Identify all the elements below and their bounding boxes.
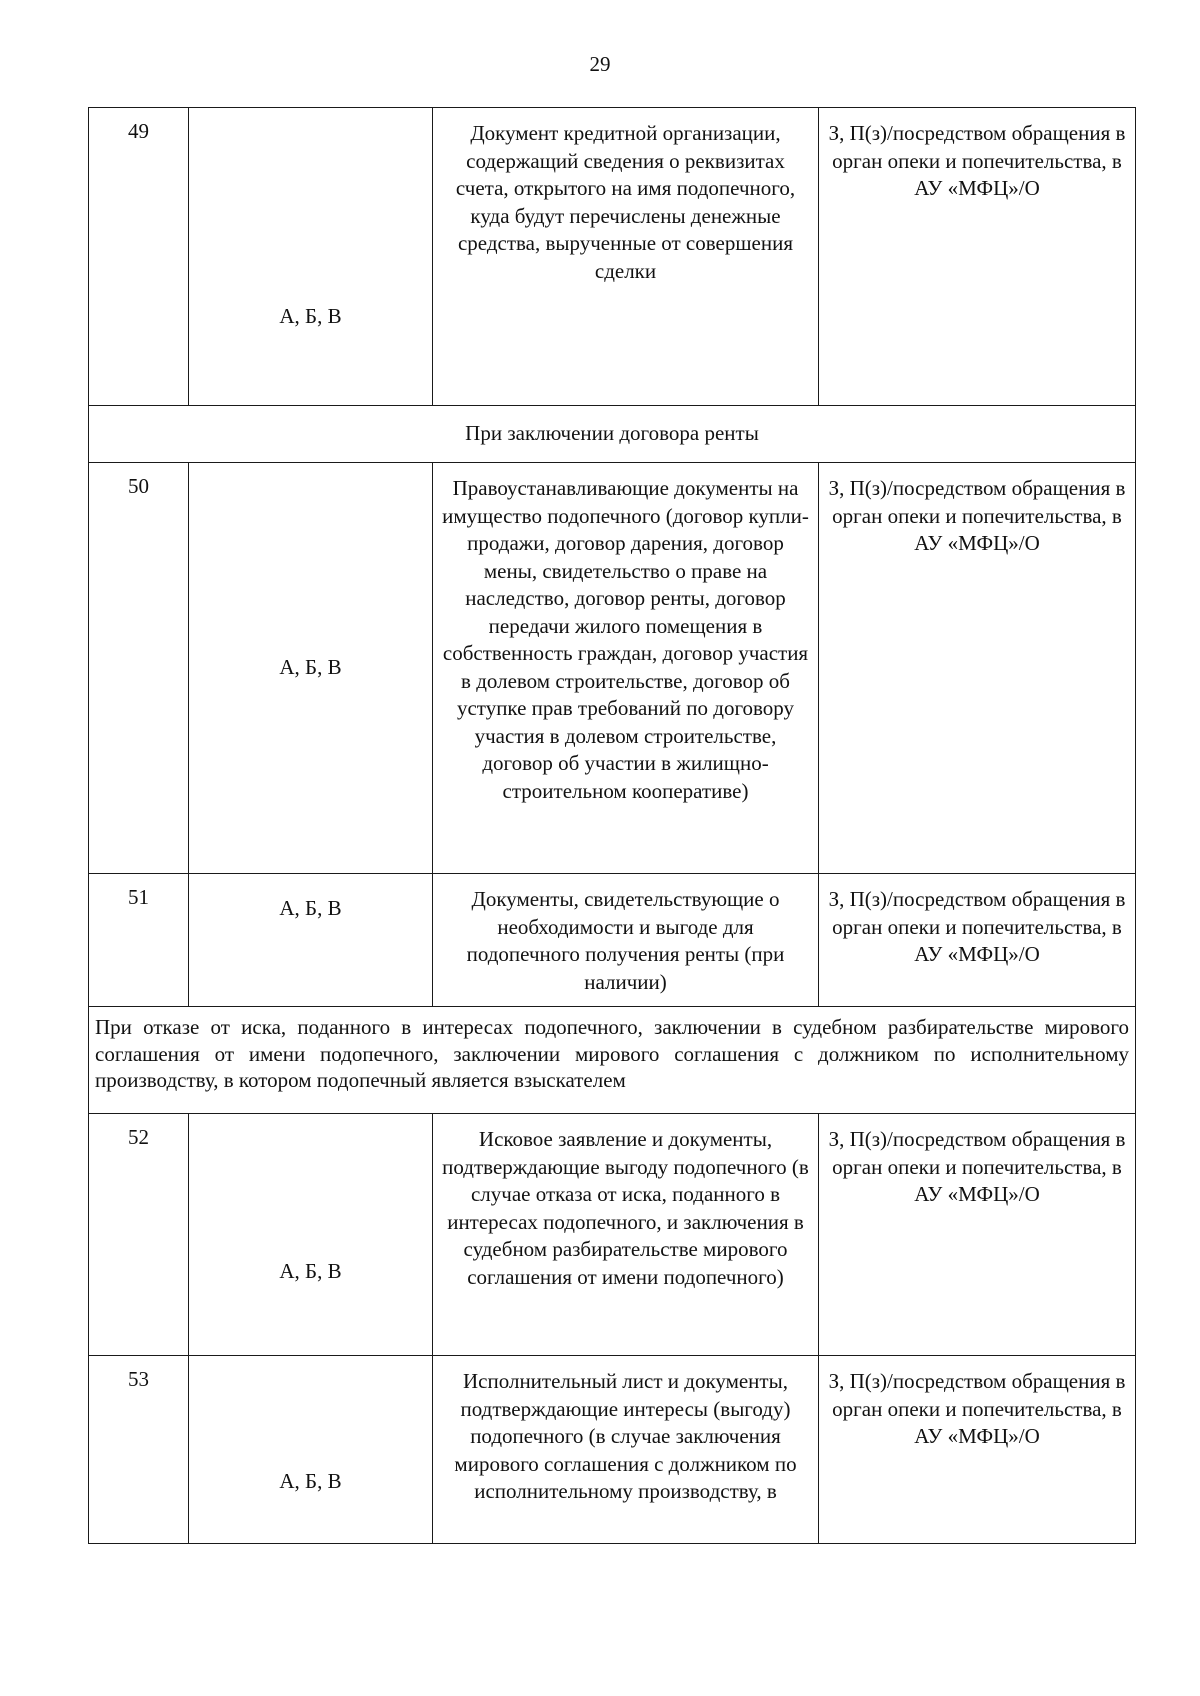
- row-number: 49: [89, 108, 189, 406]
- document-description: Правоустанавливающие документы на имущество подопечного (договор купли-продажи, договор дарения, договор мены, свидетельство о праве на наследство, договор ренты, договор передачи жилого помещения в собственность граждан, договор участия в долевом строительстве, договор об уступке прав требований по договору участия в долевом строительстве, договор об участии в жилищно-строительном кооперативе): [433, 463, 819, 874]
- table-row: [89, 108, 1136, 406]
- page-number: 29: [589, 52, 611, 76]
- applicant-categories: А, Б, В: [189, 463, 433, 874]
- applicant-categories: А, Б, В: [189, 1114, 433, 1356]
- table-row: [89, 1114, 1136, 1356]
- document-description: Документы, свидетельствующие о необходимости и выгоде для подопечного получения ренты (при наличии): [433, 874, 819, 1007]
- row-number: 52: [89, 1114, 189, 1356]
- submission-form: З, П(з)/посредством обращения в орган опеки и попечительства, в АУ «МФЦ»/О: [819, 463, 1136, 874]
- row-number: 51: [89, 874, 189, 1007]
- submission-form: З, П(з)/посредством обращения в орган опеки и попечительства, в АУ «МФЦ»/О: [819, 1356, 1136, 1544]
- table-row: [89, 1356, 1136, 1544]
- section-row: [89, 1007, 1136, 1114]
- submission-form: З, П(з)/посредством обращения в орган опеки и попечительства, в АУ «МФЦ»/О: [819, 874, 1136, 1007]
- section-row: [89, 406, 1136, 463]
- document-description: Исполнительный лист и документы, подтверждающие интересы (выгоду) подопечного (в случае заключения мирового соглашения с должником по исполнительному производству, в: [433, 1356, 819, 1544]
- applicant-categories: А, Б, В: [189, 1356, 433, 1544]
- section-title: При заключении договора ренты: [89, 406, 1136, 463]
- documents-table: [88, 107, 1136, 1544]
- document-description: Документ кредитной организации, содержащий сведения о реквизитах счета, открытого на имя подопечного, куда будут перечислены денежные средства, вырученные от совершения сделки: [433, 108, 819, 406]
- table-row: [89, 874, 1136, 1007]
- row-number: 53: [89, 1356, 189, 1544]
- table-row: [89, 463, 1136, 874]
- submission-form: З, П(з)/посредством обращения в орган опеки и попечительства, в АУ «МФЦ»/О: [819, 1114, 1136, 1356]
- document-description: Исковое заявление и документы, подтверждающие выгоду подопечного (в случае отказа от иска, поданного в интересах подопечного, и заключения в судебном разбирательстве мирового соглашения от имени подопечного): [433, 1114, 819, 1356]
- submission-form: З, П(з)/посредством обращения в орган опеки и попечительства, в АУ «МФЦ»/О: [819, 108, 1136, 406]
- applicant-categories: А, Б, В: [189, 108, 433, 406]
- applicant-categories: А, Б, В: [189, 874, 433, 1007]
- section-title: При отказе от иска, поданного в интересах подопечного, заключении в судебном разбирательстве мирового соглашения от имени подопечного, заключении мирового соглашения с должником по исполнительному производству, в котором подопечный является взыскателем: [89, 1007, 1136, 1114]
- row-number: 50: [89, 463, 189, 874]
